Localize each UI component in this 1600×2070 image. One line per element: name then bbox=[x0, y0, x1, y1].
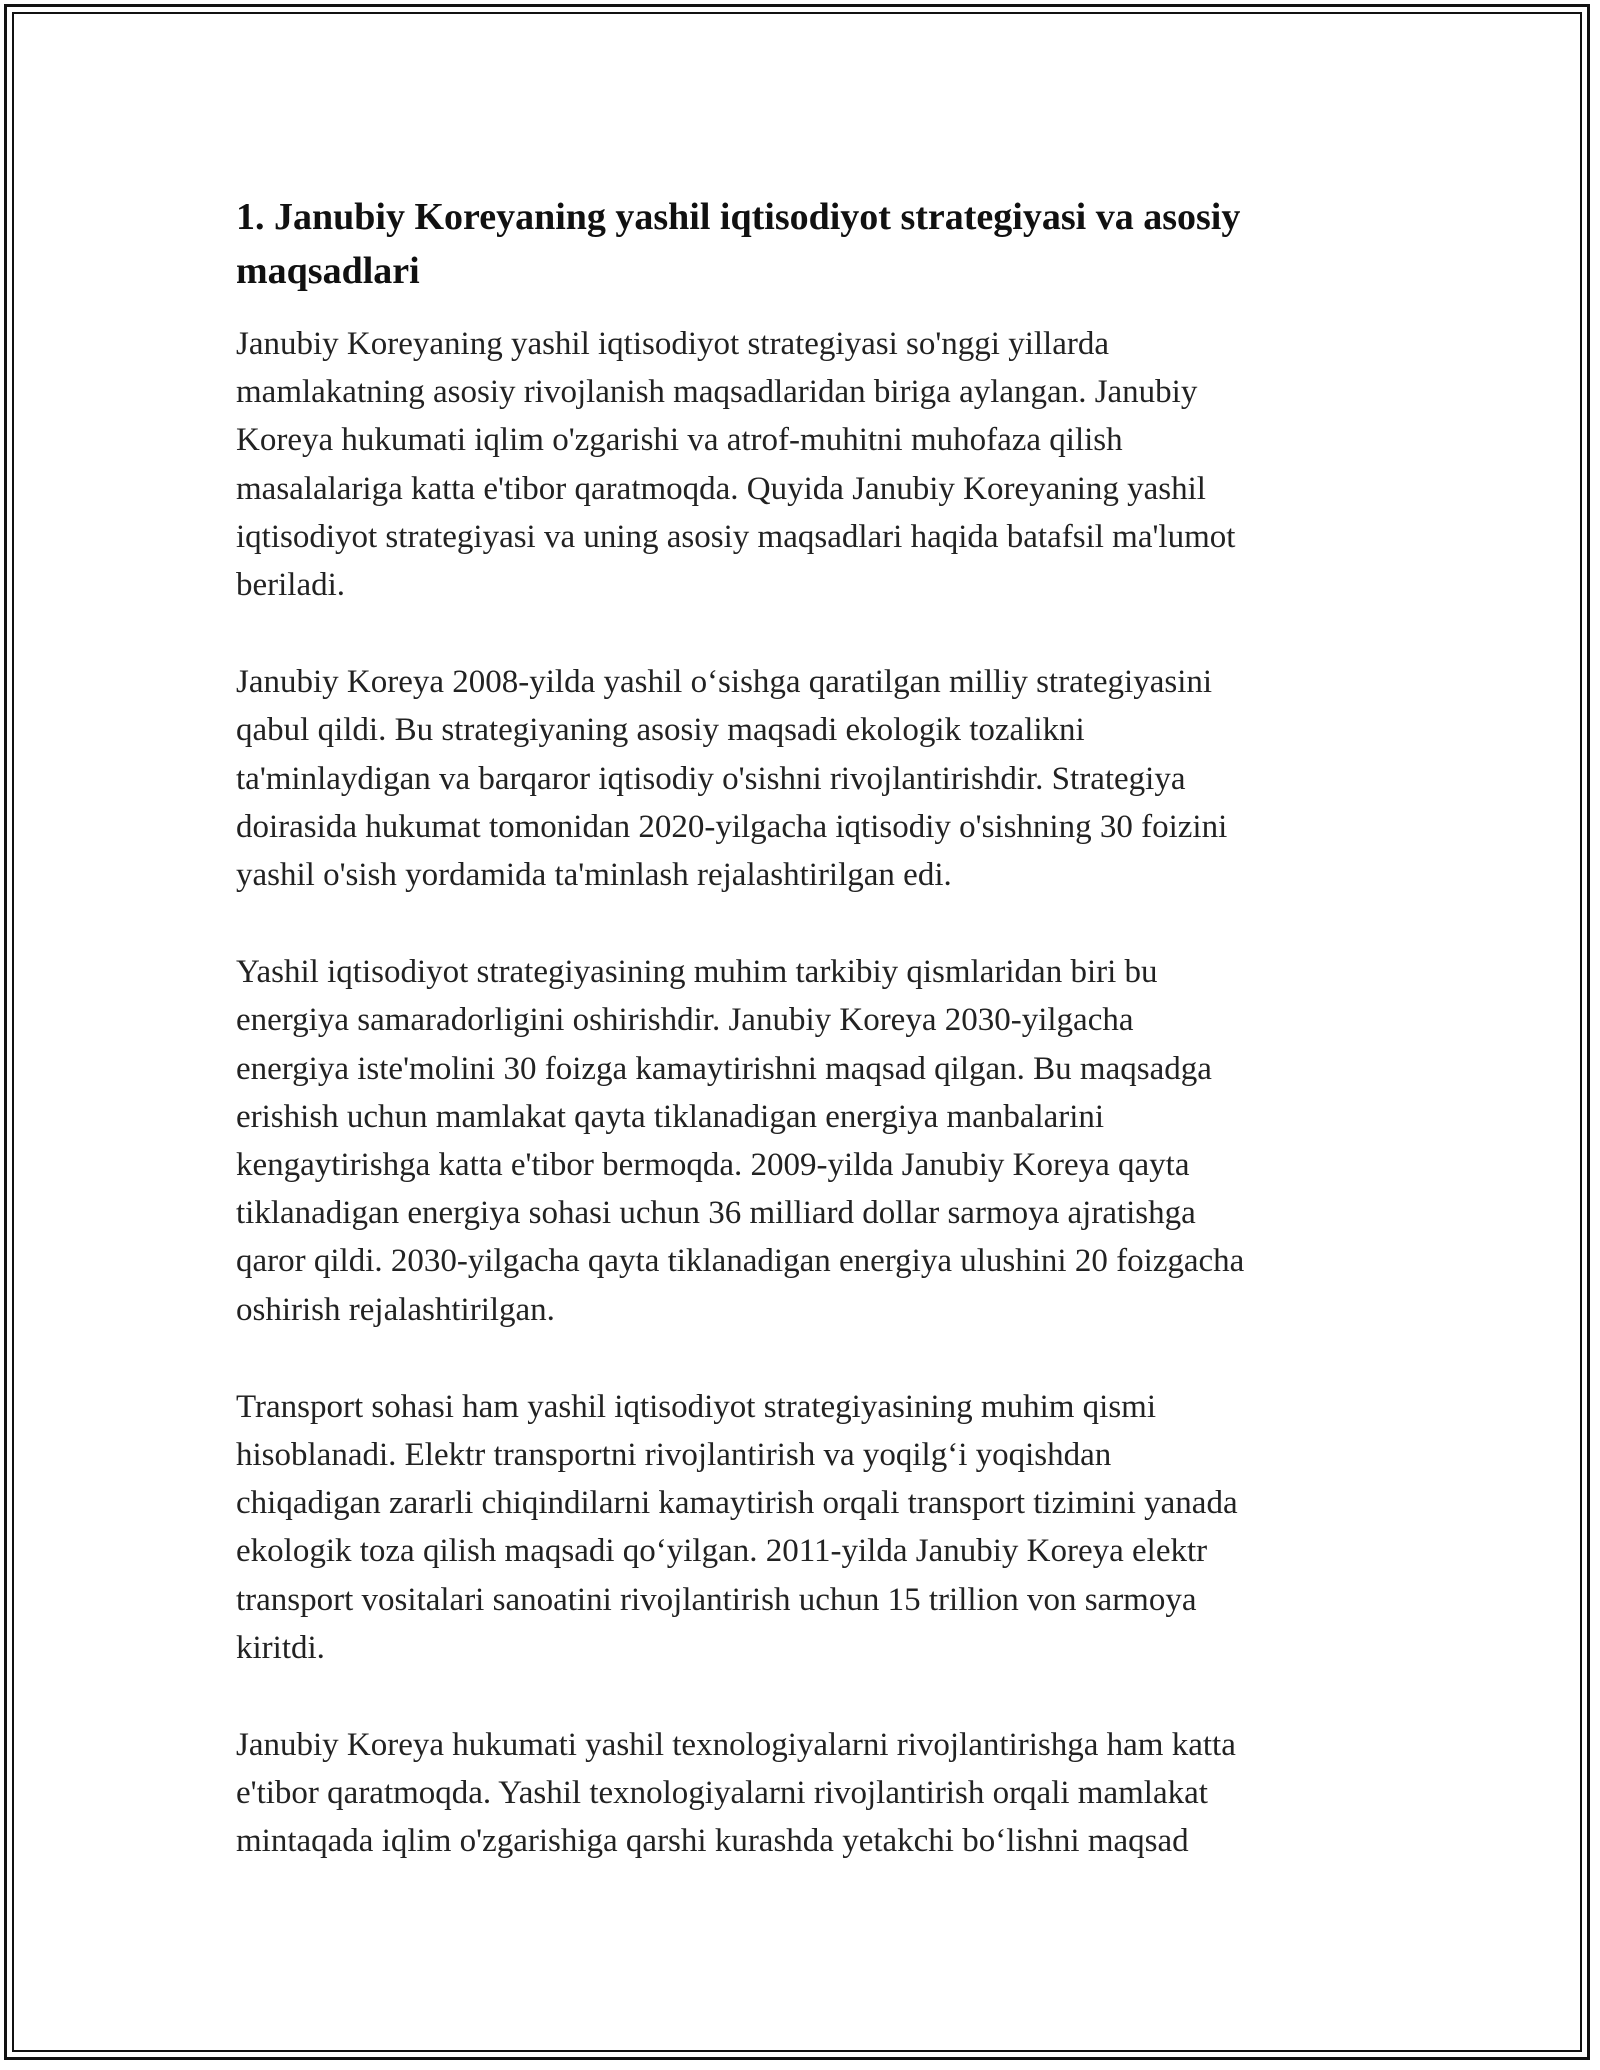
text-line: beriladi. bbox=[236, 567, 346, 604]
document-body bbox=[236, 190, 1371, 1915]
text-line: masalalariga katta e'tibor qaratmoqda. Quyida Janubiy Koreyaning yashil bbox=[236, 470, 1206, 507]
text-line: energiya samaradorligini oshirishdir. Janubiy Koreya 2030-yilgacha bbox=[236, 1002, 1134, 1039]
text-line: yashil o'sish yordamida ta'minlash rejalashtirilgan edi. bbox=[236, 857, 952, 894]
text-line: Koreya hukumati iqlim o'zgarishi va atrof-muhitni muhofaza qilish bbox=[236, 422, 1123, 459]
text-line: Janubiy Koreya 2008-yilda yashil o‘sishga qaratilgan milliy strategiyasini bbox=[236, 664, 1213, 701]
text-line: doirasida hukumat tomonidan 2020-yilgacha iqtisodiy o'sishning 30 foizini bbox=[236, 808, 1228, 845]
text-line: mamlakatning asosiy rivojlanish maqsadlaridan biriga aylangan. Janubiy bbox=[236, 374, 1198, 411]
text-line: ekologik toza qilish maqsadi qo‘yilgan. 2011-yilda Janubiy Koreya elektr bbox=[236, 1533, 1208, 1570]
text-line: oshirish rejalashtirilgan. bbox=[236, 1291, 555, 1328]
text-line: erishish uchun mamlakat qayta tiklanadigan energiya manbalarini bbox=[236, 1098, 1105, 1135]
text-line: Janubiy Koreyaning yashil iqtisodiyot strategiyasi so'nggi yillarda bbox=[236, 326, 1109, 362]
text-line: ta'minlaydigan va barqaror iqtisodiy o'sishni rivojlantirishdir. Strategiya bbox=[236, 760, 1186, 797]
paragraph-energy bbox=[236, 948, 1371, 1334]
text-line: hisoblanadi. Elektr transportni rivojlantirish va yoqilg‘i yoqishdan bbox=[236, 1437, 1112, 1474]
text-line: energiya iste'molini 30 foizga kamaytirishni maqsad qilgan. Bu maqsadga bbox=[236, 1050, 1212, 1087]
text-line: transport vositalari sanoatini rivojlantirish uchun 15 trillion von sarmoya bbox=[236, 1581, 1197, 1618]
text-line: kiritdi. bbox=[236, 1629, 325, 1666]
text-line: qabul qildi. Bu strategiyaning asosiy maqsadi ekologik tozalikni bbox=[236, 712, 1085, 749]
text-line: chiqadigan zararli chiqindilarni kamaytirish orqali transport tizimini yanada bbox=[236, 1485, 1238, 1522]
text-line: Janubiy Koreya hukumati yashil texnologiyalarni rivojlantirishga ham katta bbox=[236, 1727, 1236, 1764]
paragraph-green-tech bbox=[236, 1721, 1371, 1866]
heading-line: maqsadlari bbox=[236, 250, 420, 292]
paragraph-2008-strategy bbox=[236, 658, 1371, 899]
text-line: kengaytirishga katta e'tibor bermoqda. 2009-yilda Janubiy Koreya qayta bbox=[236, 1147, 1190, 1184]
heading-line: 1. Janubiy Koreyaning yashil iqtisodiyot strategiyasi va asosiy bbox=[236, 196, 1241, 238]
paragraph-intro bbox=[236, 320, 1371, 609]
paragraph-transport bbox=[236, 1383, 1371, 1672]
text-line: tiklanadigan energiya sohasi uchun 36 milliard dollar sarmoya ajratishga bbox=[236, 1195, 1196, 1232]
section-heading bbox=[236, 190, 1371, 298]
text-line: mintaqada iqlim o'zgarishiga qarshi kurashda yetakchi bo‘lishni maqsad bbox=[236, 1823, 1189, 1860]
text-line: qaror qildi. 2030-yilgacha qayta tiklanadigan energiya ulushini 20 foizgacha bbox=[236, 1243, 1245, 1280]
text-line: iqtisodiyot strategiyasi va uning asosiy maqsadlari haqida batafsil ma'lumot bbox=[236, 518, 1236, 555]
text-line: Yashil iqtisodiyot strategiyasining muhim tarkibiy qismlaridan biri bu bbox=[236, 954, 1158, 991]
text-line: e'tibor qaratmoqda. Yashil texnologiyalarni rivojlantirish orqali mamlakat bbox=[236, 1775, 1208, 1812]
text-line: Transport sohasi ham yashil iqtisodiyot strategiyasining muhim qismi bbox=[236, 1388, 1157, 1425]
